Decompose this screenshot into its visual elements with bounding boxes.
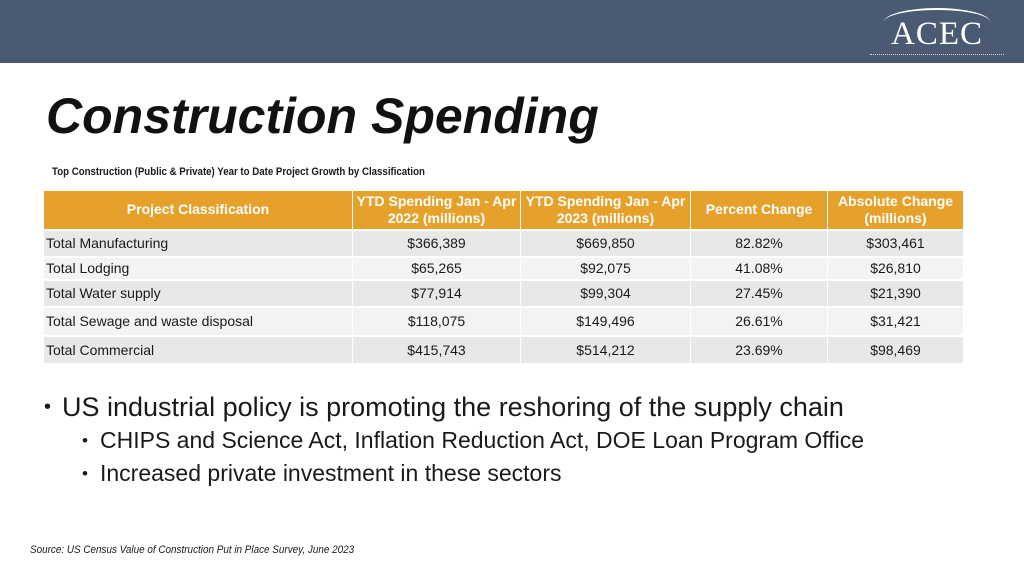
logo-text: ACEC (890, 16, 983, 52)
source-note: Source: US Census Value of Construction Put in Place Survey, June 2023 (30, 544, 355, 556)
bullet-text: US industrial policy is promoting the reshoring of the supply chain (62, 392, 844, 422)
cell-classification: Total Commercial (44, 336, 353, 364)
cell-ytd-2022: $415,743 (353, 336, 521, 364)
cell-classification: Total Lodging (44, 257, 353, 280)
column-header: Project Classification (44, 191, 353, 230)
cell-ytd-2022: $366,389 (353, 230, 521, 257)
cell-percent-change: 27.45% (691, 280, 828, 307)
sub-bullet-text: CHIPS and Science Act, Inflation Reduction Act, DOE Loan Program Office (100, 427, 865, 453)
cell-ytd-2023: $514,212 (521, 336, 691, 364)
cell-ytd-2023: $92,075 (521, 257, 691, 280)
column-header: Absolute Change (millions) (828, 191, 964, 230)
bullet-item (44, 390, 984, 424)
acec-logo (862, 8, 1012, 60)
cell-ytd-2022: $77,914 (353, 280, 521, 307)
table-row (44, 336, 964, 364)
cell-classification: Total Manufacturing (44, 230, 353, 257)
cell-classification: Total Water supply (44, 280, 353, 307)
cell-ytd-2022: $65,265 (353, 257, 521, 280)
cell-absolute-change: $98,469 (828, 336, 964, 364)
bullet-dot-icon: • (82, 464, 88, 483)
slide-title: Construction Spending (46, 88, 599, 144)
sub-bullet-item (82, 461, 882, 486)
table-caption: Top Construction (Public & Private) Year to Date Project Growth by Classification (52, 166, 425, 178)
bullet-dot-icon: • (82, 431, 88, 450)
cell-classification: Total Sewage and waste disposal (44, 307, 353, 336)
spending-table (43, 190, 964, 364)
cell-percent-change: 82.82% (691, 230, 828, 257)
cell-ytd-2022: $118,075 (353, 307, 521, 336)
sub-bullet-item (82, 428, 882, 453)
cell-ytd-2023: $669,850 (521, 230, 691, 257)
cell-percent-change: 23.69% (691, 336, 828, 364)
bullet-dot-icon: • (44, 396, 52, 418)
cell-percent-change: 41.08% (691, 257, 828, 280)
cell-absolute-change: $31,421 (828, 307, 964, 336)
table-row (44, 280, 964, 307)
header-bar (0, 0, 1024, 63)
sub-bullet-text: Increased private investment in these sectors (100, 460, 562, 486)
cell-absolute-change: $21,390 (828, 280, 964, 307)
cell-ytd-2023: $149,496 (521, 307, 691, 336)
table-header-row (44, 191, 964, 230)
table-row (44, 307, 964, 336)
column-header: YTD Spending Jan - Apr 2023 (millions) (521, 191, 691, 230)
bullet-list (44, 390, 984, 486)
cell-percent-change: 26.61% (691, 307, 828, 336)
column-header: Percent Change (691, 191, 828, 230)
table-row (44, 230, 964, 257)
cell-absolute-change: $303,461 (828, 230, 964, 257)
table-row (44, 257, 964, 280)
cell-ytd-2023: $99,304 (521, 280, 691, 307)
logo-tagline-line (870, 54, 1004, 56)
cell-absolute-change: $26,810 (828, 257, 964, 280)
column-header: YTD Spending Jan - Apr 2022 (millions) (353, 191, 521, 230)
